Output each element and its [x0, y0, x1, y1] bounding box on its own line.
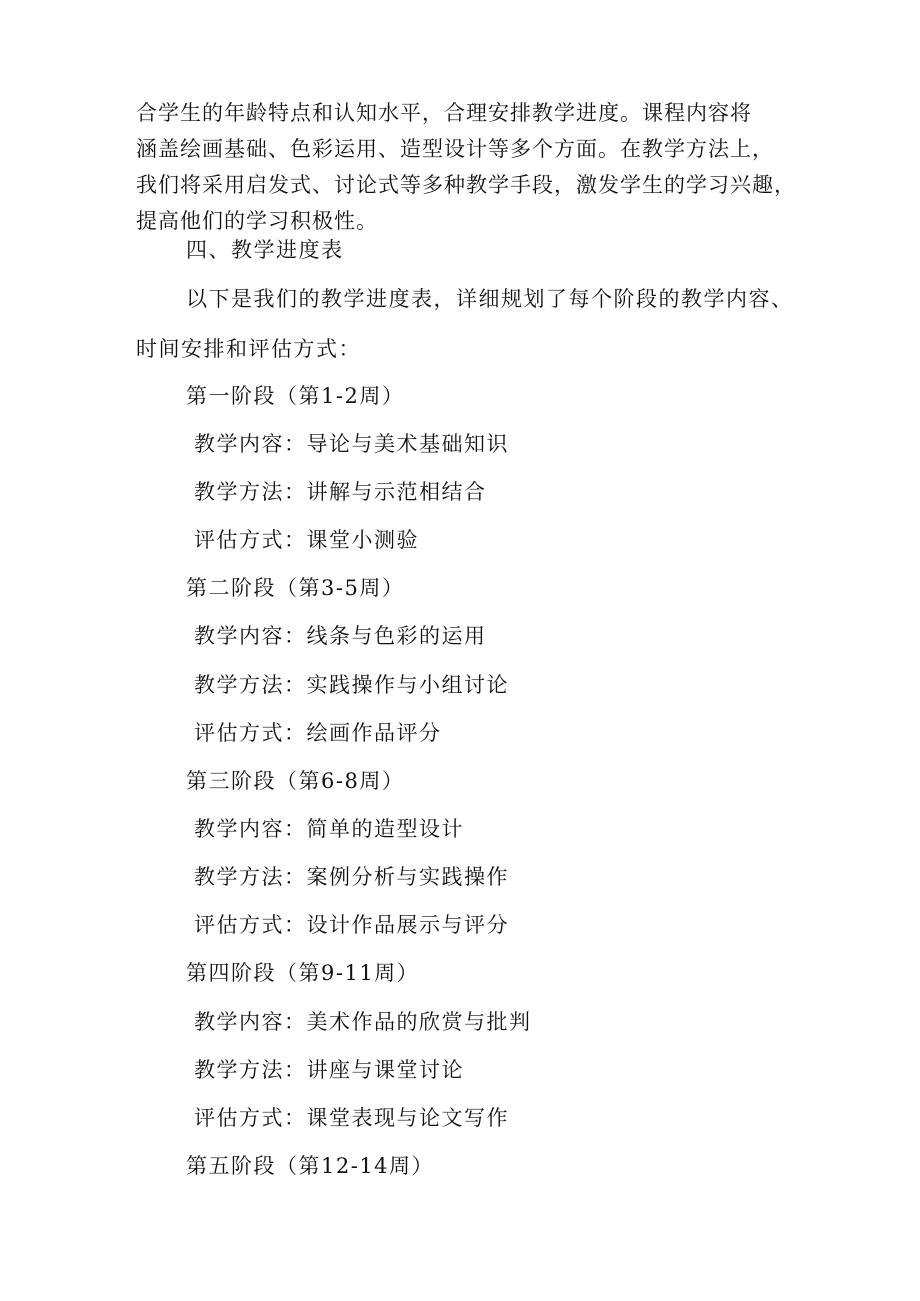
- stage-title: 第五阶段（第12-14周）: [186, 1154, 435, 1178]
- stage-content: 教学内容：美术作品的欣赏与批判: [194, 1010, 532, 1034]
- intro-line: 我们将采用启发式、讨论式等多种教学手段，激发学生的学习兴趣，: [136, 173, 796, 197]
- intro-line: 合学生的年龄特点和认知水平，合理安排教学进度。课程内容将: [136, 101, 752, 125]
- stage-assessment: 评估方式：课堂小测验: [194, 528, 419, 552]
- intro-line: 提高他们的学习积极性。: [136, 209, 378, 233]
- stage-method: 教学方法：案例分析与实践操作: [194, 865, 509, 889]
- stage-content: 教学内容：简单的造型设计: [194, 817, 464, 841]
- stage-title: 第三阶段（第6-8周）: [186, 769, 405, 793]
- stage-assessment: 评估方式：设计作品展示与评分: [194, 913, 509, 937]
- stage-content: 教学内容：导论与美术基础知识: [194, 432, 509, 456]
- schedule-intro-line-1: 以下是我们的教学进度表，详细规划了每个阶段的教学内容、: [186, 287, 794, 311]
- stage-method: 教学方法：实践操作与小组讨论: [194, 673, 509, 697]
- stage-title: 第二阶段（第3-5周）: [186, 576, 405, 600]
- intro-line: 涵盖绘画基础、色彩运用、造型设计等多个方面。在教学方法上，: [136, 137, 774, 161]
- section-heading: 四、教学进度表: [186, 238, 344, 262]
- stage-method: 教学方法：讲解与示范相结合: [194, 480, 487, 504]
- stage-content: 教学内容：线条与色彩的运用: [194, 624, 487, 648]
- intro-paragraph: [136, 95, 816, 239]
- stage-assessment: 评估方式：课堂表现与论文写作: [194, 1106, 509, 1130]
- stage-title: 第一阶段（第1-2周）: [186, 384, 405, 408]
- stage-assessment: 评估方式：绘画作品评分: [194, 721, 442, 745]
- stage-title: 第四阶段（第9-11周）: [186, 961, 420, 985]
- stage-method: 教学方法：讲座与课堂讨论: [194, 1058, 464, 1082]
- schedule-intro-line-2: 时间安排和评估方式：: [136, 337, 361, 361]
